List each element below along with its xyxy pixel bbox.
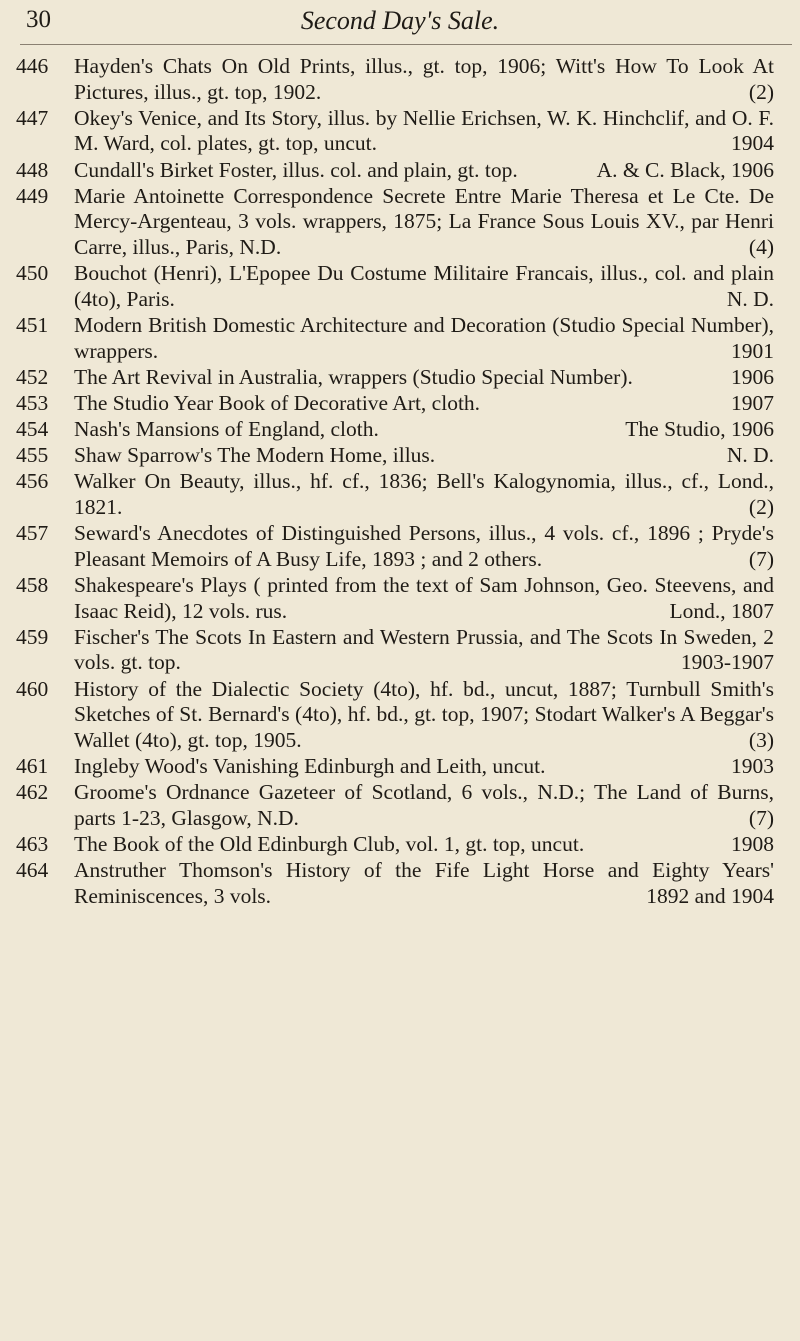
lot-quantity-or-date: Lond., 1807 xyxy=(669,598,774,623)
lot-number: 453 xyxy=(16,390,49,415)
lot-text: Fischer's The Scots In Eastern and Western Prussia, and The Scots In Sweden, 2 vols. gt. top. xyxy=(74,624,774,675)
lot-entry xyxy=(16,832,774,858)
lot-number: 447 xyxy=(16,105,49,130)
lot-quantity-or-date: 1892 and 1904 xyxy=(646,883,774,908)
lot-text: Hayden's Chats On Old Prints, illus., gt. top, 1906; Witt's How To Look At Pictures, illus., gt. top, 1902. xyxy=(74,54,774,104)
lot-number: 457 xyxy=(16,521,49,546)
header-rule xyxy=(20,44,792,45)
lot-text: Shaw Sparrow's The Modern Home, illus. xyxy=(74,443,436,468)
lot-description xyxy=(74,391,774,417)
lot-description xyxy=(74,521,774,572)
lot-quantity-or-date: (7) xyxy=(748,546,774,571)
lot-text: Bouchot (Henri), L'Epopee Du Costume Militaire Francais, illus., col. and plain (4to), Paris. xyxy=(74,261,774,311)
lot-entry xyxy=(16,858,774,909)
lot-quantity-or-date: The Studio, 1906 xyxy=(625,417,774,442)
lot-number: 462 xyxy=(16,780,49,805)
lot-number: 446 xyxy=(16,54,49,78)
lot-text: Seward's Anecdotes of Distinguished Persons, illus., 4 vols. cf., 1896 ; Pryde's Pleasant Memoirs of A Busy Life, 1893 ; and 2 others. xyxy=(74,521,774,571)
lot-entry xyxy=(16,365,774,391)
lot-description xyxy=(74,158,774,184)
lot-description xyxy=(74,106,774,157)
lot-quantity-or-date: 1908 xyxy=(731,831,774,856)
lot-description xyxy=(74,469,774,520)
lot-text: The Book of the Old Edinburgh Club, vol. 1, gt. top, uncut. xyxy=(74,831,585,856)
lot-text: Okey's Venice, and Its Story, illus. by Nellie Erichsen, W. K. Hinchclif, and O. F. M. Ward, col. plates, gt. top, uncut. xyxy=(74,105,774,156)
page-number: 30 xyxy=(26,6,51,33)
lot-number: 460 xyxy=(16,676,49,701)
lot-number: 456 xyxy=(16,469,49,494)
lot-entry xyxy=(16,158,774,184)
lot-text: Modern British Domestic Architecture and Decoration (Studio Special Number), wrappers. xyxy=(74,312,774,363)
lot-number: 448 xyxy=(16,157,49,182)
lot-entry xyxy=(16,780,774,831)
lot-text: Nash's Mansions of England, cloth. xyxy=(74,417,379,442)
lot-description xyxy=(74,313,774,364)
lot-quantity-or-date: 1906 xyxy=(731,364,774,389)
lot-quantity-or-date: (2) xyxy=(748,79,774,104)
lot-text: Marie Antoinette Correspondence Secrete Entre Marie Theresa et Le Cte. De Mercy-Argenteau, 3 vols. wrappers, 1875; La France Sous Louis XV., par Henri Carre, illus., Paris, N.D. xyxy=(74,183,774,259)
lot-number: 451 xyxy=(16,312,49,337)
lot-entry xyxy=(16,313,774,364)
lot-number: 461 xyxy=(16,753,49,778)
lot-description xyxy=(74,54,774,105)
lot-quantity-or-date: 1901 xyxy=(731,338,774,363)
lot-entry xyxy=(16,469,774,520)
lot-text: Shakespeare's Plays ( printed from the text of Sam Johnson, Geo. Steevens, and Isaac Reid), 12 vols. rus. xyxy=(74,573,774,623)
lot-description xyxy=(74,832,774,858)
lot-text: Ingleby Wood's Vanishing Edinburgh and Leith, uncut. xyxy=(74,753,546,778)
lot-number: 449 xyxy=(16,183,49,208)
lot-description xyxy=(74,677,774,754)
lot-number: 450 xyxy=(16,261,49,286)
lot-number: 463 xyxy=(16,831,49,856)
lot-text: Anstruther Thomson's History of the Fife Light Horse and Eighty Years' Reminiscences, 3 vols. xyxy=(74,858,774,908)
lot-quantity-or-date: A. & C. Black, 1906 xyxy=(596,157,774,182)
lot-entry xyxy=(16,521,774,572)
page-header xyxy=(26,6,774,46)
lot-entry xyxy=(16,391,774,417)
lot-quantity-or-date: 1903-1907 xyxy=(680,650,774,675)
lot-entry xyxy=(16,417,774,443)
lot-description xyxy=(74,417,774,443)
lot-list xyxy=(16,54,774,910)
lot-entry xyxy=(16,573,774,624)
lot-description xyxy=(74,858,774,909)
lot-quantity-or-date: 1907 xyxy=(731,390,774,415)
lot-entry xyxy=(16,184,774,261)
lot-text: Walker On Beauty, illus., hf. cf., 1836; Bell's Kalogynomia, illus., cf., Lond., 1821. xyxy=(74,469,774,520)
lot-quantity-or-date: (2) xyxy=(748,495,774,520)
lot-description xyxy=(74,443,774,469)
lot-text: The Studio Year Book of Decorative Art, cloth. xyxy=(74,390,481,415)
lot-description xyxy=(74,365,774,391)
lot-quantity-or-date: (3) xyxy=(748,727,774,752)
lot-quantity-or-date: (4) xyxy=(748,234,774,259)
lot-number: 452 xyxy=(16,364,49,389)
lot-text: The Art Revival in Australia, wrappers (Studio Special Number). xyxy=(74,364,633,389)
lot-quantity-or-date: N. D. xyxy=(726,443,774,468)
lot-text: History of the Dialectic Society (4to), hf. bd., uncut, 1887; Turnbull Smith's Sketches of St. Bernard's (4to), hf. bd., gt. top, 1907; Stodart Walker's A Beggar's Wallet (4to), gt. top, 1905. xyxy=(74,676,774,752)
lot-entry xyxy=(16,677,774,754)
lot-quantity-or-date: 1903 xyxy=(731,753,774,778)
lot-description xyxy=(74,625,774,676)
lot-number: 458 xyxy=(16,573,49,597)
lot-number: 459 xyxy=(16,624,49,649)
lot-entry xyxy=(16,261,774,312)
lot-entry xyxy=(16,443,774,469)
lot-description xyxy=(74,573,774,624)
lot-description xyxy=(74,780,774,831)
lot-description xyxy=(74,184,774,261)
lot-quantity-or-date: (7) xyxy=(748,805,774,830)
lot-quantity-or-date: 1904 xyxy=(731,131,774,156)
lot-text: Cundall's Birket Foster, illus. col. and plain, gt. top. xyxy=(74,157,518,182)
lot-number: 464 xyxy=(16,858,49,883)
lot-entry xyxy=(16,754,774,780)
lot-entry xyxy=(16,54,774,105)
lot-quantity-or-date: N. D. xyxy=(726,286,774,311)
lot-entry xyxy=(16,106,774,157)
lot-number: 454 xyxy=(16,417,49,442)
lot-number: 455 xyxy=(16,443,49,468)
lot-text: Groome's Ordnance Gazeteer of Scotland, 6 vols., N.D.; The Land of Burns, parts 1-23, Glasgow, N.D. xyxy=(74,780,774,830)
lot-description xyxy=(74,261,774,312)
lot-description xyxy=(74,754,774,780)
running-title: Second Day's Sale. xyxy=(300,6,500,35)
lot-entry xyxy=(16,625,774,676)
